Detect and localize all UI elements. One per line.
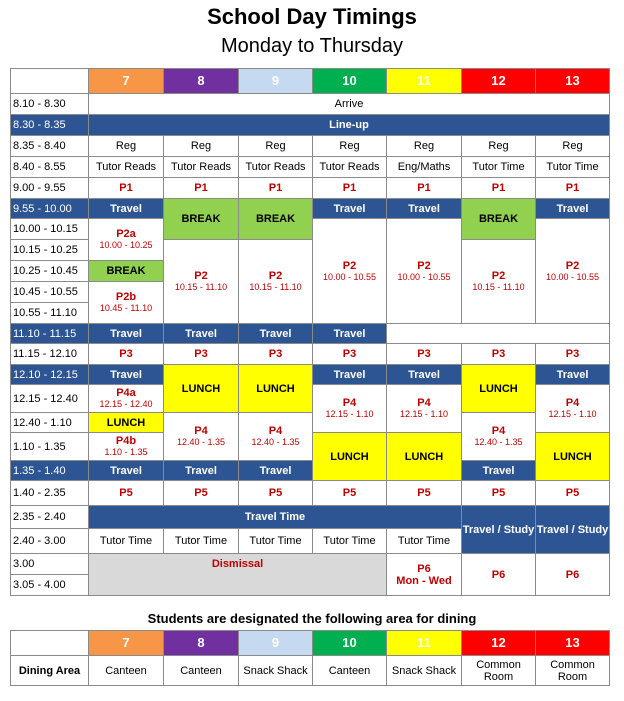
p4-time: 12.15 - 1.10 bbox=[399, 409, 449, 419]
dining-area-cell: Common Room bbox=[462, 656, 536, 686]
p2-label: P2 bbox=[565, 259, 580, 272]
dining-area-cell: Snack Shack bbox=[239, 656, 313, 686]
p1-cell: P1 bbox=[313, 178, 387, 199]
dining-area-cell: Common Room bbox=[536, 656, 610, 686]
travel-cell: Travel bbox=[313, 365, 387, 385]
p2b-cell bbox=[89, 282, 164, 324]
travel-cell: Travel bbox=[89, 365, 164, 385]
p2a-time: 10.00 - 10.25 bbox=[99, 240, 153, 250]
table-row bbox=[11, 178, 610, 199]
page-subtitle: Monday to Thursday bbox=[221, 35, 403, 57]
dining-title: Students are designated the following area for dining bbox=[147, 611, 477, 626]
travel-cell: Travel bbox=[387, 365, 462, 385]
p4b-cell bbox=[89, 433, 164, 461]
p4-label: P4 bbox=[417, 397, 431, 409]
year-13-header: 13 bbox=[536, 631, 610, 656]
p5-cell: P5 bbox=[313, 481, 387, 506]
travel-study-cell: Travel / Study bbox=[536, 506, 610, 554]
p2-cell bbox=[313, 219, 387, 324]
dining-table bbox=[10, 630, 610, 686]
time-cell: 2.40 - 3.00 bbox=[11, 529, 89, 554]
time-cell: 10.55 - 11.10 bbox=[11, 303, 89, 324]
table-row bbox=[11, 94, 610, 115]
travel-cell: Travel bbox=[89, 324, 164, 344]
time-cell: 10.45 - 10.55 bbox=[11, 282, 89, 303]
p5-cell: P5 bbox=[164, 481, 239, 506]
p1-cell: P1 bbox=[239, 178, 313, 199]
year-11-header: 11 bbox=[387, 69, 462, 94]
table-row bbox=[11, 554, 610, 575]
p5-cell: P5 bbox=[387, 481, 462, 506]
travel-cell: Travel bbox=[536, 199, 610, 219]
table-row bbox=[11, 481, 610, 506]
p4a-label: P4a bbox=[116, 387, 136, 399]
p4-label: P4 bbox=[342, 397, 357, 409]
p3-cell: P3 bbox=[89, 344, 164, 365]
year-9-header: 9 bbox=[239, 69, 313, 94]
p3-cell: P3 bbox=[239, 344, 313, 365]
year-7-header: 7 bbox=[89, 69, 164, 94]
travel-cell: Travel bbox=[164, 461, 239, 481]
time-cell: 12.15 - 12.40 bbox=[11, 385, 89, 413]
year-header-row bbox=[11, 69, 610, 94]
table-row bbox=[11, 506, 610, 529]
year-8-header: 8 bbox=[164, 69, 239, 94]
p4b-label: P4b bbox=[115, 435, 137, 447]
dining-area-cell: Canteen bbox=[89, 656, 164, 686]
travel-cell: Travel bbox=[164, 324, 239, 344]
p4-cell bbox=[164, 413, 239, 461]
p4-label: P4 bbox=[491, 425, 506, 437]
year-7-header: 7 bbox=[89, 631, 164, 656]
year-11-header: 11 bbox=[387, 631, 462, 656]
time-cell: 11.10 - 11.15 bbox=[11, 324, 89, 344]
p2-cell bbox=[536, 219, 610, 324]
tutor-time-cell: Tutor Time bbox=[89, 529, 164, 554]
time-cell: 11.15 - 12.10 bbox=[11, 344, 89, 365]
tutor-time-cell: Tutor Time bbox=[239, 529, 313, 554]
table-row bbox=[11, 136, 610, 157]
p4-cell bbox=[313, 385, 387, 433]
timetable bbox=[10, 68, 610, 596]
time-cell: 12.10 - 12.15 bbox=[11, 365, 89, 385]
travel-cell: Travel bbox=[239, 461, 313, 481]
p2-time: 10.00 - 10.55 bbox=[322, 271, 377, 282]
p2a-cell bbox=[89, 219, 164, 261]
lunch-cell: LUNCH bbox=[313, 433, 387, 481]
travel-cell: Travel bbox=[536, 365, 610, 385]
p4-cell bbox=[239, 413, 313, 461]
p3-cell: P3 bbox=[164, 344, 239, 365]
tutor-time-cell: Tutor Time bbox=[387, 529, 462, 554]
p4-time: 12.40 - 1.35 bbox=[176, 437, 226, 447]
p2-cell bbox=[164, 240, 239, 324]
travel-cell: Travel bbox=[313, 199, 387, 219]
time-cell: 8.35 - 8.40 bbox=[11, 136, 89, 157]
travel-cell: Travel bbox=[462, 461, 536, 481]
p2-time: 10.15 - 11.10 bbox=[249, 282, 302, 292]
p2-label: P2 bbox=[194, 270, 208, 282]
dismissal-cell bbox=[89, 554, 387, 596]
p5-cell: P5 bbox=[89, 481, 164, 506]
time-cell: 10.25 - 10.45 bbox=[11, 261, 89, 282]
dining-area-cell: Canteen bbox=[164, 656, 239, 686]
time-cell: 3.00 bbox=[11, 554, 89, 575]
reg-cell: Reg bbox=[164, 136, 239, 157]
travel-cell: Travel bbox=[387, 199, 462, 219]
eng-maths-cell: Eng/Maths bbox=[387, 157, 462, 178]
travel-time-cell: Travel Time bbox=[89, 506, 462, 529]
p4-time: 12.15 - 1.10 bbox=[325, 409, 374, 419]
table-row bbox=[11, 199, 610, 219]
time-cell: 1.35 - 1.40 bbox=[11, 461, 89, 481]
p4a-time: 12.15 - 12.40 bbox=[99, 399, 153, 409]
time-cell: 1.10 - 1.35 bbox=[11, 433, 89, 461]
time-cell: 9.00 - 9.55 bbox=[11, 178, 89, 199]
table-row bbox=[11, 115, 610, 136]
tutor-time-cell: Tutor Time bbox=[164, 529, 239, 554]
arrive-cell: Arrive bbox=[89, 94, 610, 115]
p2-label: P2 bbox=[268, 270, 283, 282]
tutor-time-cell: Tutor Time bbox=[536, 157, 610, 178]
time-cell: 8.10 - 8.30 bbox=[11, 94, 89, 115]
tutor-time-cell: Tutor Time bbox=[313, 529, 387, 554]
p2b-time: 10.45 - 11.10 bbox=[99, 303, 153, 313]
break-cell: BREAK bbox=[462, 199, 536, 240]
p2-cell bbox=[239, 240, 313, 324]
table-row bbox=[11, 324, 610, 344]
p4-cell bbox=[536, 385, 610, 433]
p5-cell: P5 bbox=[239, 481, 313, 506]
p1-cell: P1 bbox=[387, 178, 462, 199]
p3-cell: P3 bbox=[462, 344, 536, 365]
lunch-cell: LUNCH bbox=[164, 365, 239, 413]
lunch-cell: LUNCH bbox=[387, 433, 462, 481]
year-13-header: 13 bbox=[536, 69, 610, 94]
reg-cell: Reg bbox=[239, 136, 313, 157]
year-9-header: 9 bbox=[239, 631, 313, 656]
travel-cell: Travel bbox=[239, 324, 313, 344]
p3-cell: P3 bbox=[387, 344, 462, 365]
p6-label: P6 bbox=[417, 562, 431, 575]
p6-cell bbox=[387, 554, 462, 596]
p4-label: P4 bbox=[268, 425, 283, 437]
p2b-label: P2b bbox=[115, 291, 137, 303]
reg-cell: Reg bbox=[462, 136, 536, 157]
p3-cell: P3 bbox=[536, 344, 610, 365]
p6-cell: P6 bbox=[536, 554, 610, 596]
p2a-label: P2a bbox=[116, 228, 136, 240]
travel-cell: Travel bbox=[89, 199, 164, 219]
year-12-header: 12 bbox=[462, 631, 536, 656]
time-cell: 3.05 - 4.00 bbox=[11, 575, 89, 596]
p2-time: 10.00 - 10.55 bbox=[397, 271, 451, 282]
p4-label: P4 bbox=[565, 397, 580, 409]
table-row bbox=[11, 413, 610, 433]
reg-cell: Reg bbox=[89, 136, 164, 157]
lunch-cell: LUNCH bbox=[536, 433, 610, 481]
table-row bbox=[11, 461, 610, 481]
p6-days: Mon - Wed bbox=[396, 574, 452, 587]
time-cell: 12.40 - 1.10 bbox=[11, 413, 89, 433]
p2-label: P2 bbox=[417, 259, 431, 272]
travel-cell: Travel bbox=[313, 324, 387, 344]
dining-row bbox=[11, 656, 610, 686]
year-8-header: 8 bbox=[164, 631, 239, 656]
p2-time: 10.15 - 11.10 bbox=[472, 282, 525, 292]
p4-time: 12.40 - 1.35 bbox=[474, 437, 523, 447]
p2-label: P2 bbox=[342, 259, 357, 272]
table-row bbox=[11, 365, 610, 385]
p6-cell: P6 bbox=[462, 554, 536, 596]
p4-cell bbox=[462, 413, 536, 461]
reg-cell: Reg bbox=[313, 136, 387, 157]
p4-cell bbox=[387, 385, 462, 433]
p3-cell: P3 bbox=[313, 344, 387, 365]
time-cell: 9.55 - 10.00 bbox=[11, 199, 89, 219]
tutor-reads-cell: Tutor Reads bbox=[89, 157, 164, 178]
dining-header-row bbox=[11, 631, 610, 656]
time-cell: 1.40 - 2.35 bbox=[11, 481, 89, 506]
p2-time: 10.00 - 10.55 bbox=[545, 271, 600, 282]
dining-area-label: Dining Area bbox=[11, 656, 89, 686]
tutor-reads-cell: Tutor Reads bbox=[239, 157, 313, 178]
travel-study-cell: Travel / Study bbox=[462, 506, 536, 554]
p4-time: 12.40 - 1.35 bbox=[251, 437, 300, 447]
p4b-time: 1.10 - 1.35 bbox=[104, 447, 148, 457]
reg-cell: Reg bbox=[387, 136, 462, 157]
dismissal-label: Dismissal bbox=[211, 558, 264, 570]
time-cell: 10.00 - 10.15 bbox=[11, 219, 89, 240]
year-10-header: 10 bbox=[313, 69, 387, 94]
dining-area-cell: Canteen bbox=[313, 656, 387, 686]
p2-label: P2 bbox=[491, 270, 506, 282]
reg-cell: Reg bbox=[536, 136, 610, 157]
p1-cell: P1 bbox=[536, 178, 610, 199]
lunch-cell: LUNCH bbox=[462, 365, 536, 413]
p2-cell bbox=[387, 219, 462, 324]
p5-cell: P5 bbox=[536, 481, 610, 506]
lineup-cell: Line-up bbox=[89, 115, 610, 136]
p1-cell: P1 bbox=[164, 178, 239, 199]
break-cell: BREAK bbox=[89, 261, 164, 282]
page-title: School Day Timings bbox=[207, 4, 417, 29]
lunch-cell: LUNCH bbox=[89, 413, 164, 433]
tutor-reads-cell: Tutor Reads bbox=[164, 157, 239, 178]
year-12-header: 12 bbox=[462, 69, 536, 94]
p1-cell: P1 bbox=[462, 178, 536, 199]
tutor-reads-cell: Tutor Reads bbox=[313, 157, 387, 178]
break-cell: BREAK bbox=[164, 199, 239, 240]
travel-cell: Travel bbox=[89, 461, 164, 481]
p1-cell: P1 bbox=[89, 178, 164, 199]
tutor-time-cell: Tutor Time bbox=[462, 157, 536, 178]
year-10-header: 10 bbox=[313, 631, 387, 656]
p4-label: P4 bbox=[194, 425, 208, 437]
p5-cell: P5 bbox=[462, 481, 536, 506]
lunch-cell: LUNCH bbox=[239, 365, 313, 413]
dining-area-cell: Snack Shack bbox=[387, 656, 462, 686]
corner-cell bbox=[11, 631, 89, 656]
p2-time: 10.15 - 11.10 bbox=[174, 282, 228, 292]
table-row bbox=[11, 157, 610, 178]
break-cell: BREAK bbox=[239, 199, 313, 240]
table-row bbox=[11, 344, 610, 365]
p4-time: 12.15 - 1.10 bbox=[548, 409, 597, 419]
time-cell: 8.40 - 8.55 bbox=[11, 157, 89, 178]
time-cell: 10.15 - 10.25 bbox=[11, 240, 89, 261]
p2-cell bbox=[462, 240, 536, 324]
corner-cell bbox=[11, 69, 89, 94]
p4a-cell bbox=[89, 385, 164, 413]
time-cell: 2.35 - 2.40 bbox=[11, 506, 89, 529]
time-cell: 8.30 - 8.35 bbox=[11, 115, 89, 136]
